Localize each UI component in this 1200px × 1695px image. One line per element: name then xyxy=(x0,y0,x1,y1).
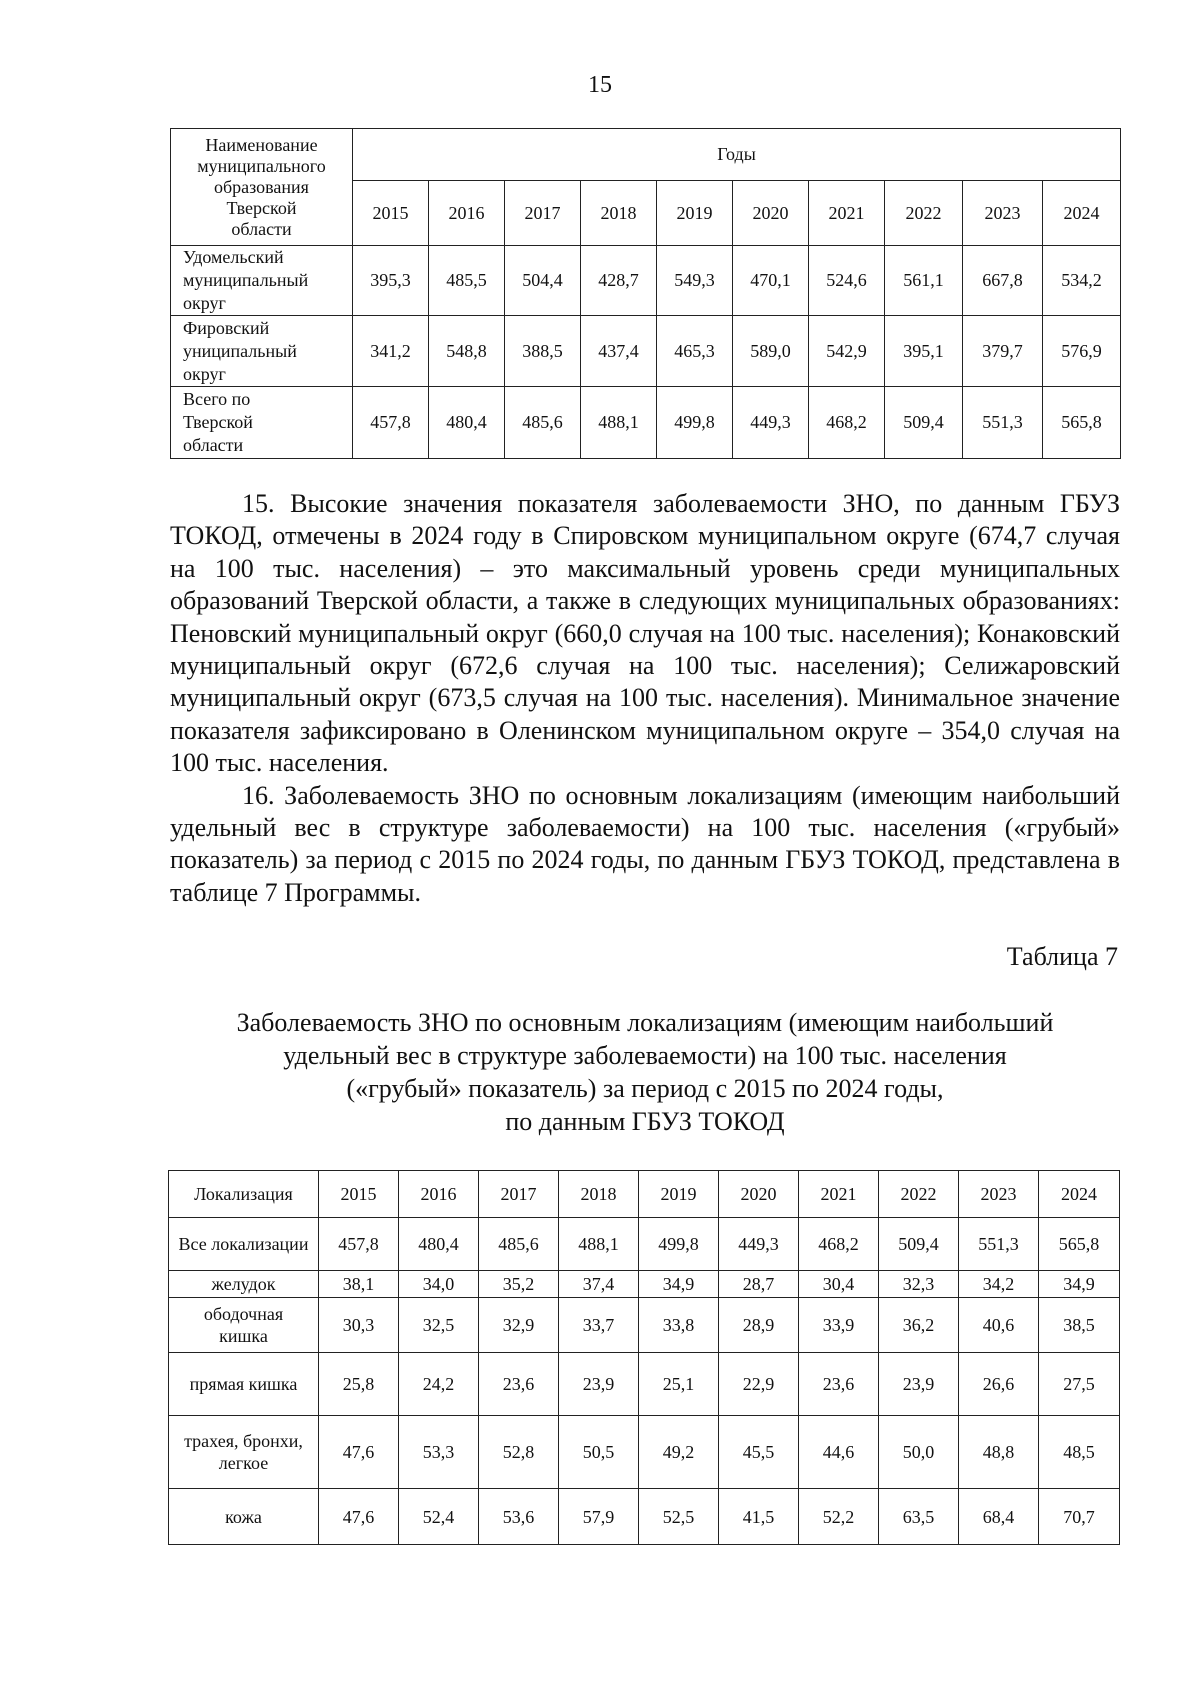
table-cell: 41,5 xyxy=(719,1489,799,1545)
table-cell: 468,2 xyxy=(809,387,885,459)
table-cell: 551,3 xyxy=(963,387,1043,459)
table-title-line: удельный вес в структуре заболеваемости) на 100 тыс. населения xyxy=(283,1041,1007,1070)
table2-header-cell: 2015 xyxy=(319,1171,399,1218)
table-cell: 576,9 xyxy=(1043,316,1121,387)
table-cell: 457,8 xyxy=(353,387,429,459)
table-cell: 499,8 xyxy=(639,1218,719,1271)
table-cell: 34,0 xyxy=(399,1271,479,1298)
table-cell: 28,9 xyxy=(719,1298,799,1353)
table-cell: 48,5 xyxy=(1039,1416,1120,1489)
table-cell: 48,8 xyxy=(959,1416,1039,1489)
table1-name-header: Наименование муниципального образования Тверской области xyxy=(171,129,353,246)
table-cell: 589,0 xyxy=(733,316,809,387)
table1-year-cell: 2015 xyxy=(353,181,429,246)
table-cell: 50,0 xyxy=(879,1416,959,1489)
table2-header-cell: 2021 xyxy=(799,1171,879,1218)
table2-header-cell: 2017 xyxy=(479,1171,559,1218)
table-cell: 57,9 xyxy=(559,1489,639,1545)
table2-row-label: кожа xyxy=(169,1489,319,1545)
table-cell: 534,2 xyxy=(1043,246,1121,316)
table-row xyxy=(169,1489,1120,1545)
table1-year-cell: 2024 xyxy=(1043,181,1121,246)
table-title-line: («грубый» показатель) за период с 2015 по 2024 годы, xyxy=(346,1074,944,1103)
table2-header-row xyxy=(169,1171,1120,1218)
table-cell: 23,6 xyxy=(479,1353,559,1416)
table1-year-cell: 2022 xyxy=(885,181,963,246)
table-cell: 30,3 xyxy=(319,1298,399,1353)
table1-year-cell: 2018 xyxy=(581,181,657,246)
table-cell: 37,4 xyxy=(559,1271,639,1298)
municipal-incidence-table xyxy=(170,128,1121,459)
table-cell: 480,4 xyxy=(429,387,505,459)
table-cell: 480,4 xyxy=(399,1218,479,1271)
table-cell: 667,8 xyxy=(963,246,1043,316)
table-cell: 488,1 xyxy=(559,1218,639,1271)
table2-header-cell: 2022 xyxy=(879,1171,959,1218)
table-cell: 504,4 xyxy=(505,246,581,316)
table-cell: 561,1 xyxy=(885,246,963,316)
table-cell: 53,3 xyxy=(399,1416,479,1489)
table-cell: 44,6 xyxy=(799,1416,879,1489)
table-cell: 548,8 xyxy=(429,316,505,387)
table-cell: 488,1 xyxy=(581,387,657,459)
table-cell: 565,8 xyxy=(1043,387,1121,459)
table2-header-cell: 2019 xyxy=(639,1171,719,1218)
table-cell: 27,5 xyxy=(1039,1353,1120,1416)
table-row xyxy=(169,1218,1120,1271)
table-cell: 485,5 xyxy=(429,246,505,316)
table-cell: 449,3 xyxy=(733,387,809,459)
table1-year-cell: 2023 xyxy=(963,181,1043,246)
table-cell: 70,7 xyxy=(1039,1489,1120,1545)
table-cell: 47,6 xyxy=(319,1489,399,1545)
table-cell: 45,5 xyxy=(719,1416,799,1489)
table-cell: 52,4 xyxy=(399,1489,479,1545)
table-cell: 30,4 xyxy=(799,1271,879,1298)
table-row xyxy=(171,387,1121,459)
table-cell: 23,9 xyxy=(879,1353,959,1416)
table1-row-label: Удомельский муниципальный округ xyxy=(171,246,353,316)
table-cell: 32,5 xyxy=(399,1298,479,1353)
table2-header-cell: 2023 xyxy=(959,1171,1039,1218)
table-cell: 437,4 xyxy=(581,316,657,387)
table-cell: 23,6 xyxy=(799,1353,879,1416)
table-cell: 50,5 xyxy=(559,1416,639,1489)
table-cell: 36,2 xyxy=(879,1298,959,1353)
table-cell: 34,9 xyxy=(639,1271,719,1298)
table2-header-cell: 2020 xyxy=(719,1171,799,1218)
table2-row-label: желудок xyxy=(169,1271,319,1298)
table-cell: 22,9 xyxy=(719,1353,799,1416)
table-cell: 524,6 xyxy=(809,246,885,316)
table-row xyxy=(171,316,1121,387)
paragraph-16: 16. Заболеваемость ЗНО по основным локализациям (имеющим наибольший удельный вес в структуре заболеваемости) на 100 тыс. населения («грубый» показатель) за период с 2015 по 2024 годы, по данным ГБУЗ ТОКОД, представлена в таблице 7 Программы. xyxy=(170,780,1120,907)
table-cell: 509,4 xyxy=(879,1218,959,1271)
table-row xyxy=(169,1416,1120,1489)
table-cell: 28,7 xyxy=(719,1271,799,1298)
table-cell: 32,9 xyxy=(479,1298,559,1353)
table-cell: 25,1 xyxy=(639,1353,719,1416)
table1-year-cell: 2019 xyxy=(657,181,733,246)
table-cell: 32,3 xyxy=(879,1271,959,1298)
table-cell: 33,8 xyxy=(639,1298,719,1353)
table1-year-cell: 2016 xyxy=(429,181,505,246)
paragraph-15: 15. Высокие значения показателя заболеваемости ЗНО, по данным ГБУЗ ТОКОД, отмечены в 2024 году в Спировском муниципальном округе (674,7 случая на 100 тыс. населения) – это максимальный уровень среди муниципальных образований Тверской области, а также в следующих муниципальных образованиях: Пеновский муниципальный округ (660,0 случая на 100 тыс. населения); Конаковский муниципальный округ (672,6 случая на 100 тыс. населения); Селижаровский муниципальный округ (673,5 случая на 100 тыс. населения). Минимальное значение показателя зафиксировано в Оленинском муниципальном округе – 354,0 случая на 100 тыс. населения. xyxy=(170,489,1120,778)
table-cell: 25,8 xyxy=(319,1353,399,1416)
table-caption: Таблица 7 xyxy=(1006,942,1118,971)
table-cell: 35,2 xyxy=(479,1271,559,1298)
table-cell: 388,5 xyxy=(505,316,581,387)
table1-year-cell: 2020 xyxy=(733,181,809,246)
table-cell: 52,8 xyxy=(479,1416,559,1489)
table-row xyxy=(171,246,1121,316)
table-title-line: по данным ГБУЗ ТОКОД xyxy=(505,1107,785,1136)
table1-year-cell: 2017 xyxy=(505,181,581,246)
table-cell: 509,4 xyxy=(885,387,963,459)
table-cell: 485,6 xyxy=(505,387,581,459)
table-row xyxy=(169,1353,1120,1416)
table-cell: 33,7 xyxy=(559,1298,639,1353)
table-cell: 457,8 xyxy=(319,1218,399,1271)
table2-header-cell: Локализация xyxy=(169,1171,319,1218)
body-text xyxy=(170,488,1120,909)
table-cell: 468,2 xyxy=(799,1218,879,1271)
table-cell: 38,5 xyxy=(1039,1298,1120,1353)
table-row xyxy=(169,1298,1120,1353)
table-cell: 395,1 xyxy=(885,316,963,387)
table-cell: 449,3 xyxy=(719,1218,799,1271)
table-cell: 341,2 xyxy=(353,316,429,387)
table-cell: 52,5 xyxy=(639,1489,719,1545)
table2-header-cell: 2024 xyxy=(1039,1171,1120,1218)
table-cell: 470,1 xyxy=(733,246,809,316)
table-cell: 24,2 xyxy=(399,1353,479,1416)
table1-row-label: Всего по Тверской области xyxy=(171,387,353,459)
table-cell: 542,9 xyxy=(809,316,885,387)
table1-years-header: Годы xyxy=(353,129,1121,181)
table-cell: 34,9 xyxy=(1039,1271,1120,1298)
table1-header-row xyxy=(171,129,1121,181)
table-cell: 53,6 xyxy=(479,1489,559,1545)
table2-row-label: ободочная кишка xyxy=(169,1298,319,1353)
table-cell: 47,6 xyxy=(319,1416,399,1489)
table-cell: 40,6 xyxy=(959,1298,1039,1353)
table-cell: 68,4 xyxy=(959,1489,1039,1545)
table-row xyxy=(169,1271,1120,1298)
table-cell: 63,5 xyxy=(879,1489,959,1545)
table-cell: 23,9 xyxy=(559,1353,639,1416)
table-cell: 49,2 xyxy=(639,1416,719,1489)
table-cell: 565,8 xyxy=(1039,1218,1120,1271)
table-cell: 379,7 xyxy=(963,316,1043,387)
table2-row-label: прямая кишка xyxy=(169,1353,319,1416)
table-cell: 549,3 xyxy=(657,246,733,316)
table2-row-label: трахея, бронхи, легкое xyxy=(169,1416,319,1489)
table-cell: 33,9 xyxy=(799,1298,879,1353)
table1-row-label: Фировский униципальный округ xyxy=(171,316,353,387)
table1-year-cell: 2021 xyxy=(809,181,885,246)
table-cell: 428,7 xyxy=(581,246,657,316)
table2-header-cell: 2018 xyxy=(559,1171,639,1218)
table2-header-cell: 2016 xyxy=(399,1171,479,1218)
table-cell: 26,6 xyxy=(959,1353,1039,1416)
table-cell: 499,8 xyxy=(657,387,733,459)
table-title xyxy=(150,1006,1140,1138)
table-cell: 465,3 xyxy=(657,316,733,387)
table-cell: 395,3 xyxy=(353,246,429,316)
table-cell: 485,6 xyxy=(479,1218,559,1271)
table-cell: 551,3 xyxy=(959,1218,1039,1271)
table2-row-label: Все локализации xyxy=(169,1218,319,1271)
localization-incidence-table xyxy=(168,1170,1120,1545)
table-cell: 34,2 xyxy=(959,1271,1039,1298)
page-number: 15 xyxy=(588,72,612,98)
table-title-line: Заболеваемость ЗНО по основным локализациям (имеющим наибольший xyxy=(236,1008,1054,1037)
table-cell: 38,1 xyxy=(319,1271,399,1298)
table-cell: 52,2 xyxy=(799,1489,879,1545)
